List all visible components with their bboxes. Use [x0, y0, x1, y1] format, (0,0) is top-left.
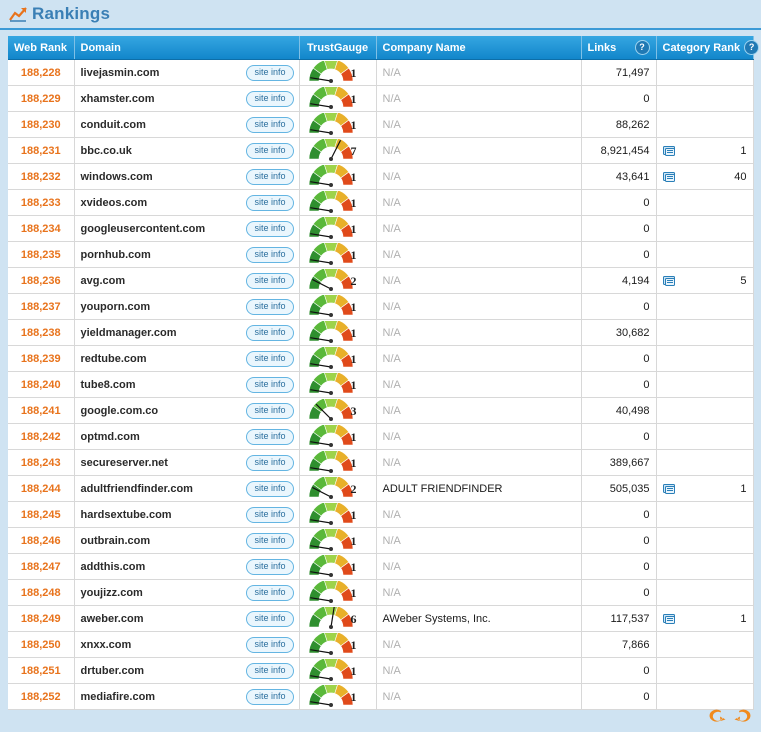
category-rank-value: 1 [740, 144, 747, 157]
cell-links: 4,194 [581, 268, 656, 294]
cell-web-rank: 188,246 [8, 528, 74, 554]
page-title: Rankings [32, 4, 111, 23]
trustgauge-value: 1 [350, 455, 357, 470]
cell-category-rank [656, 424, 753, 450]
cell-trustgauge [299, 190, 376, 216]
cell-domain [74, 476, 299, 502]
trustgauge-meter [306, 633, 370, 657]
domain-link[interactable]: conduit.com [80, 118, 146, 131]
site-info-button[interactable]: site info [246, 273, 293, 289]
trustgauge-value: 1 [350, 325, 357, 340]
table-row [8, 346, 753, 372]
site-info-button[interactable]: site info [246, 247, 293, 263]
next-page-arrow-icon[interactable] [733, 707, 753, 725]
domain-link[interactable]: youjizz.com [80, 586, 143, 599]
trustgauge-meter [306, 503, 370, 527]
cell-trustgauge [299, 164, 376, 190]
table-row [8, 294, 753, 320]
trustgauge-value: 3 [350, 403, 357, 418]
trustgauge-value: 1 [350, 689, 357, 704]
cell-domain [74, 398, 299, 424]
domain-link[interactable]: outbrain.com [80, 534, 151, 547]
cell-links: 0 [581, 216, 656, 242]
category-rank-value: 1 [740, 482, 747, 495]
domain-link[interactable]: redtube.com [80, 352, 147, 365]
domain-link[interactable]: xnxx.com [80, 638, 132, 651]
table-row [8, 242, 753, 268]
trustgauge-value: 1 [350, 351, 357, 366]
domain-link[interactable]: youporn.com [80, 300, 151, 313]
category-detail-icon[interactable] [663, 613, 677, 625]
cell-company-name: N/A [376, 398, 581, 424]
cell-trustgauge [299, 632, 376, 658]
cell-trustgauge [299, 86, 376, 112]
cell-links: 88,262 [581, 112, 656, 138]
cell-web-rank: 188,236 [8, 268, 74, 294]
category-detail-icon[interactable] [663, 275, 677, 287]
cell-category-rank [656, 294, 753, 320]
cell-category-rank [656, 164, 753, 190]
trustgauge-meter [306, 529, 370, 553]
site-info-button[interactable]: site info [246, 91, 293, 107]
trustgauge-meter [306, 607, 370, 631]
cell-links: 0 [581, 190, 656, 216]
cell-web-rank: 188,232 [8, 164, 74, 190]
cell-company-name: N/A [376, 684, 581, 710]
table-row [8, 606, 753, 632]
trustgauge-value: 1 [350, 65, 357, 80]
cell-trustgauge [299, 554, 376, 580]
site-info-button[interactable]: site info [246, 143, 293, 159]
cell-web-rank: 188,248 [8, 580, 74, 606]
domain-link[interactable]: optmd.com [80, 430, 140, 443]
domain-link[interactable]: mediafire.com [80, 690, 156, 703]
cell-domain [74, 86, 299, 112]
cell-domain [74, 502, 299, 528]
table-row [8, 528, 753, 554]
cell-category-rank [656, 268, 753, 294]
trustgauge-value: 1 [350, 559, 357, 574]
trustgauge-meter [306, 555, 370, 579]
cell-category-rank [656, 86, 753, 112]
cell-web-rank: 188,251 [8, 658, 74, 684]
cell-domain [74, 294, 299, 320]
category-detail-icon[interactable] [663, 171, 677, 183]
cell-links: 505,035 [581, 476, 656, 502]
cell-trustgauge [299, 268, 376, 294]
trustgauge-meter [306, 191, 370, 215]
trustgauge-value: 1 [350, 117, 357, 132]
domain-link[interactable]: windows.com [80, 170, 153, 183]
cell-company-name: N/A [376, 580, 581, 606]
trustgauge-meter [306, 87, 370, 111]
cell-links: 0 [581, 684, 656, 710]
domain-link[interactable]: tube8.com [80, 378, 136, 391]
cell-category-rank [656, 242, 753, 268]
cell-trustgauge [299, 216, 376, 242]
table-row [8, 476, 753, 502]
trustgauge-meter [306, 321, 370, 345]
cell-domain [74, 372, 299, 398]
trustgauge-value: 2 [350, 273, 357, 288]
column-header-company-name[interactable]: Company Name [376, 36, 581, 60]
table-row [8, 450, 753, 476]
cell-web-rank: 188,234 [8, 216, 74, 242]
cell-trustgauge [299, 658, 376, 684]
cell-company-name: N/A [376, 320, 581, 346]
trustgauge-value: 1 [350, 429, 357, 444]
site-info-button[interactable]: site info [246, 533, 293, 549]
table-row [8, 320, 753, 346]
cell-links: 117,537 [581, 606, 656, 632]
rankings-table [8, 36, 754, 710]
domain-link[interactable]: secureserver.net [80, 456, 168, 469]
site-info-button[interactable]: site info [246, 195, 293, 211]
site-info-button[interactable]: site info [246, 559, 293, 575]
cell-trustgauge [299, 528, 376, 554]
cell-trustgauge [299, 502, 376, 528]
trustgauge-meter [306, 243, 370, 267]
table-row [8, 398, 753, 424]
trustgauge-value: 2 [350, 481, 357, 496]
cell-company-name: N/A [376, 632, 581, 658]
cell-web-rank: 188,239 [8, 346, 74, 372]
cell-category-rank [656, 450, 753, 476]
trustgauge-meter [306, 113, 370, 137]
cell-links: 43,641 [581, 164, 656, 190]
site-info-button[interactable]: site info [246, 455, 293, 471]
cell-links: 71,497 [581, 60, 656, 86]
table-row [8, 424, 753, 450]
table-row [8, 372, 753, 398]
trustgauge-meter [306, 425, 370, 449]
cell-trustgauge [299, 580, 376, 606]
trustgauge-meter [306, 295, 370, 319]
column-header-trustgauge[interactable]: TrustGauge [299, 36, 376, 60]
cell-web-rank: 188,241 [8, 398, 74, 424]
site-info-button[interactable]: site info [246, 585, 293, 601]
trustgauge-value: 1 [350, 377, 357, 392]
cell-trustgauge [299, 346, 376, 372]
cell-trustgauge [299, 606, 376, 632]
cell-category-rank [656, 606, 753, 632]
table-row [8, 268, 753, 294]
cell-trustgauge [299, 60, 376, 86]
cell-category-rank [656, 346, 753, 372]
domain-link[interactable]: googleusercontent.com [80, 222, 206, 235]
cell-web-rank: 188,250 [8, 632, 74, 658]
domain-link[interactable]: yieldmanager.com [80, 326, 177, 339]
cell-category-rank [656, 398, 753, 424]
column-header-category-rank[interactable]: Category Rank ? [656, 36, 753, 60]
site-info-button[interactable]: site info [246, 65, 293, 81]
table-row [8, 164, 753, 190]
trustgauge-meter [306, 347, 370, 371]
cell-links: 0 [581, 346, 656, 372]
cell-company-name: N/A [376, 190, 581, 216]
cell-web-rank: 188,229 [8, 86, 74, 112]
trustgauge-value: 1 [350, 299, 357, 314]
site-info-button[interactable]: site info [246, 377, 293, 393]
cell-web-rank: 188,243 [8, 450, 74, 476]
cell-web-rank: 188,242 [8, 424, 74, 450]
cell-category-rank [656, 580, 753, 606]
trustgauge-value: 1 [350, 663, 357, 678]
domain-link[interactable]: pornhub.com [80, 248, 151, 261]
rankings-chart-icon [8, 5, 28, 23]
trustgauge-meter [306, 269, 370, 293]
site-info-button[interactable]: site info [246, 663, 293, 679]
cell-trustgauge [299, 398, 376, 424]
cell-category-rank [656, 476, 753, 502]
cell-company-name: N/A [376, 502, 581, 528]
cell-company-name: AWeber Systems, Inc. [376, 606, 581, 632]
trustgauge-value: 1 [350, 533, 357, 548]
table-row [8, 190, 753, 216]
site-info-button[interactable]: site info [246, 689, 293, 705]
cell-links: 0 [581, 554, 656, 580]
cell-links: 0 [581, 372, 656, 398]
cell-category-rank [656, 138, 753, 164]
table-row [8, 632, 753, 658]
pagination-bar [8, 704, 753, 728]
cell-domain [74, 424, 299, 450]
cell-category-rank [656, 502, 753, 528]
domain-link[interactable]: hardsextube.com [80, 508, 172, 521]
column-header-links[interactable]: Links ? [581, 36, 656, 60]
table-row [8, 86, 753, 112]
cell-web-rank: 188,237 [8, 294, 74, 320]
domain-link[interactable]: xvideos.com [80, 196, 148, 209]
category-rank-help-icon[interactable]: ? [744, 40, 759, 55]
cell-domain [74, 346, 299, 372]
cell-domain [74, 112, 299, 138]
trustgauge-meter [306, 477, 370, 501]
cell-domain [74, 658, 299, 684]
cell-company-name: N/A [376, 294, 581, 320]
rankings-table-container [0, 30, 761, 710]
trustgauge-value: 6 [350, 611, 357, 626]
category-detail-icon[interactable] [663, 483, 677, 495]
cell-company-name: N/A [376, 554, 581, 580]
trustgauge-value: 1 [350, 637, 357, 652]
cell-company-name: N/A [376, 658, 581, 684]
cell-category-rank [656, 632, 753, 658]
cell-web-rank: 188,247 [8, 554, 74, 580]
cell-trustgauge [299, 476, 376, 502]
cell-trustgauge [299, 242, 376, 268]
table-row [8, 502, 753, 528]
cell-links: 0 [581, 502, 656, 528]
domain-link[interactable]: xhamster.com [80, 92, 155, 105]
table-row [8, 60, 753, 86]
site-info-button[interactable]: site info [246, 169, 293, 185]
site-info-button[interactable]: site info [246, 351, 293, 367]
cell-company-name: N/A [376, 112, 581, 138]
trustgauge-meter [306, 451, 370, 475]
cell-web-rank: 188,249 [8, 606, 74, 632]
cell-category-rank [656, 60, 753, 86]
cell-company-name: N/A [376, 528, 581, 554]
cell-links: 40,498 [581, 398, 656, 424]
trustgauge-value: 1 [350, 585, 357, 600]
cell-domain [74, 554, 299, 580]
cell-company-name: N/A [376, 372, 581, 398]
trustgauge-value: 7 [350, 143, 357, 158]
cell-links: 0 [581, 658, 656, 684]
site-info-button[interactable]: site info [246, 325, 293, 341]
cell-category-rank [656, 372, 753, 398]
table-header-row [8, 36, 753, 60]
cell-category-rank [656, 658, 753, 684]
site-info-button[interactable]: site info [246, 507, 293, 523]
category-detail-icon[interactable] [663, 145, 677, 157]
cell-category-rank [656, 320, 753, 346]
cell-company-name: N/A [376, 450, 581, 476]
cell-domain [74, 580, 299, 606]
trustgauge-meter [306, 399, 370, 423]
cell-trustgauge [299, 424, 376, 450]
cell-domain [74, 242, 299, 268]
cell-domain [74, 606, 299, 632]
site-info-button[interactable]: site info [246, 611, 293, 627]
cell-trustgauge [299, 372, 376, 398]
cell-domain [74, 216, 299, 242]
cell-links: 8,921,454 [581, 138, 656, 164]
domain-link[interactable]: drtuber.com [80, 664, 145, 677]
trustgauge-value: 1 [350, 221, 357, 236]
category-rank-value: 40 [734, 170, 747, 183]
cell-domain [74, 528, 299, 554]
cell-category-rank [656, 528, 753, 554]
cell-company-name: N/A [376, 424, 581, 450]
cell-domain [74, 138, 299, 164]
cell-company-name: N/A [376, 346, 581, 372]
links-help-icon[interactable]: ? [635, 40, 650, 55]
cell-domain [74, 320, 299, 346]
cell-web-rank: 188,238 [8, 320, 74, 346]
cell-trustgauge [299, 112, 376, 138]
cell-web-rank: 188,228 [8, 60, 74, 86]
domain-link[interactable]: avg.com [80, 274, 126, 287]
cell-domain [74, 190, 299, 216]
table-row [8, 216, 753, 242]
cell-domain [74, 164, 299, 190]
cell-trustgauge [299, 450, 376, 476]
cell-company-name: N/A [376, 268, 581, 294]
site-info-button[interactable]: site info [246, 481, 293, 497]
cell-company-name: ADULT FRIENDFINDER [376, 476, 581, 502]
site-info-button[interactable]: site info [246, 299, 293, 315]
category-rank-value: 5 [740, 274, 747, 287]
trustgauge-meter [306, 61, 370, 85]
trustgauge-value: 1 [350, 91, 357, 106]
table-row [8, 554, 753, 580]
cell-company-name: N/A [376, 242, 581, 268]
cell-domain [74, 450, 299, 476]
cell-web-rank: 188,231 [8, 138, 74, 164]
trustgauge-value: 1 [350, 247, 357, 262]
trustgauge-value: 1 [350, 169, 357, 184]
cell-links: 0 [581, 424, 656, 450]
cell-links: 389,667 [581, 450, 656, 476]
trustgauge-meter [306, 373, 370, 397]
site-info-button[interactable]: site info [246, 637, 293, 653]
cell-web-rank: 188,252 [8, 684, 74, 710]
cell-links: 0 [581, 528, 656, 554]
previous-page-arrow-icon[interactable] [707, 707, 727, 725]
cell-domain [74, 60, 299, 86]
trustgauge-value: 1 [350, 195, 357, 210]
trustgauge-value: 1 [350, 507, 357, 522]
column-header-domain[interactable]: Domain [74, 36, 299, 60]
trustgauge-meter [306, 659, 370, 683]
domain-link[interactable]: adultfriendfinder.com [80, 482, 193, 495]
cell-web-rank: 188,240 [8, 372, 74, 398]
cell-domain [74, 632, 299, 658]
rankings-table-body [8, 60, 753, 710]
site-info-button[interactable]: site info [246, 221, 293, 237]
domain-link[interactable]: bbc.co.uk [80, 144, 132, 157]
cell-company-name: N/A [376, 216, 581, 242]
trustgauge-meter [306, 217, 370, 241]
table-row [8, 138, 753, 164]
site-info-button[interactable]: site info [246, 403, 293, 419]
table-row [8, 112, 753, 138]
domain-link[interactable]: aweber.com [80, 612, 144, 625]
cell-company-name: N/A [376, 86, 581, 112]
trustgauge-meter [306, 165, 370, 189]
category-rank-value: 1 [740, 612, 747, 625]
cell-web-rank: 188,244 [8, 476, 74, 502]
trustgauge-meter [306, 139, 370, 163]
domain-link[interactable]: livejasmin.com [80, 66, 160, 79]
cell-links: 7,866 [581, 632, 656, 658]
site-info-button[interactable]: site info [246, 429, 293, 445]
trustgauge-meter [306, 581, 370, 605]
cell-category-rank [656, 190, 753, 216]
cell-web-rank: 188,245 [8, 502, 74, 528]
page-header [0, 0, 761, 30]
table-row [8, 658, 753, 684]
cell-web-rank: 188,230 [8, 112, 74, 138]
column-header-web-rank[interactable]: Web Rank [8, 36, 74, 60]
cell-trustgauge [299, 294, 376, 320]
cell-links: 0 [581, 580, 656, 606]
cell-domain [74, 268, 299, 294]
domain-link[interactable]: addthis.com [80, 560, 146, 573]
cell-company-name: N/A [376, 60, 581, 86]
cell-category-rank [656, 554, 753, 580]
cell-trustgauge [299, 138, 376, 164]
cell-links: 0 [581, 242, 656, 268]
cell-company-name: N/A [376, 164, 581, 190]
cell-web-rank: 188,233 [8, 190, 74, 216]
site-info-button[interactable]: site info [246, 117, 293, 133]
cell-category-rank [656, 112, 753, 138]
table-row [8, 580, 753, 606]
cell-links: 0 [581, 294, 656, 320]
domain-link[interactable]: google.com.co [80, 404, 159, 417]
cell-company-name: N/A [376, 138, 581, 164]
cell-trustgauge [299, 320, 376, 346]
cell-web-rank: 188,235 [8, 242, 74, 268]
cell-category-rank [656, 216, 753, 242]
cell-links: 30,682 [581, 320, 656, 346]
cell-links: 0 [581, 86, 656, 112]
